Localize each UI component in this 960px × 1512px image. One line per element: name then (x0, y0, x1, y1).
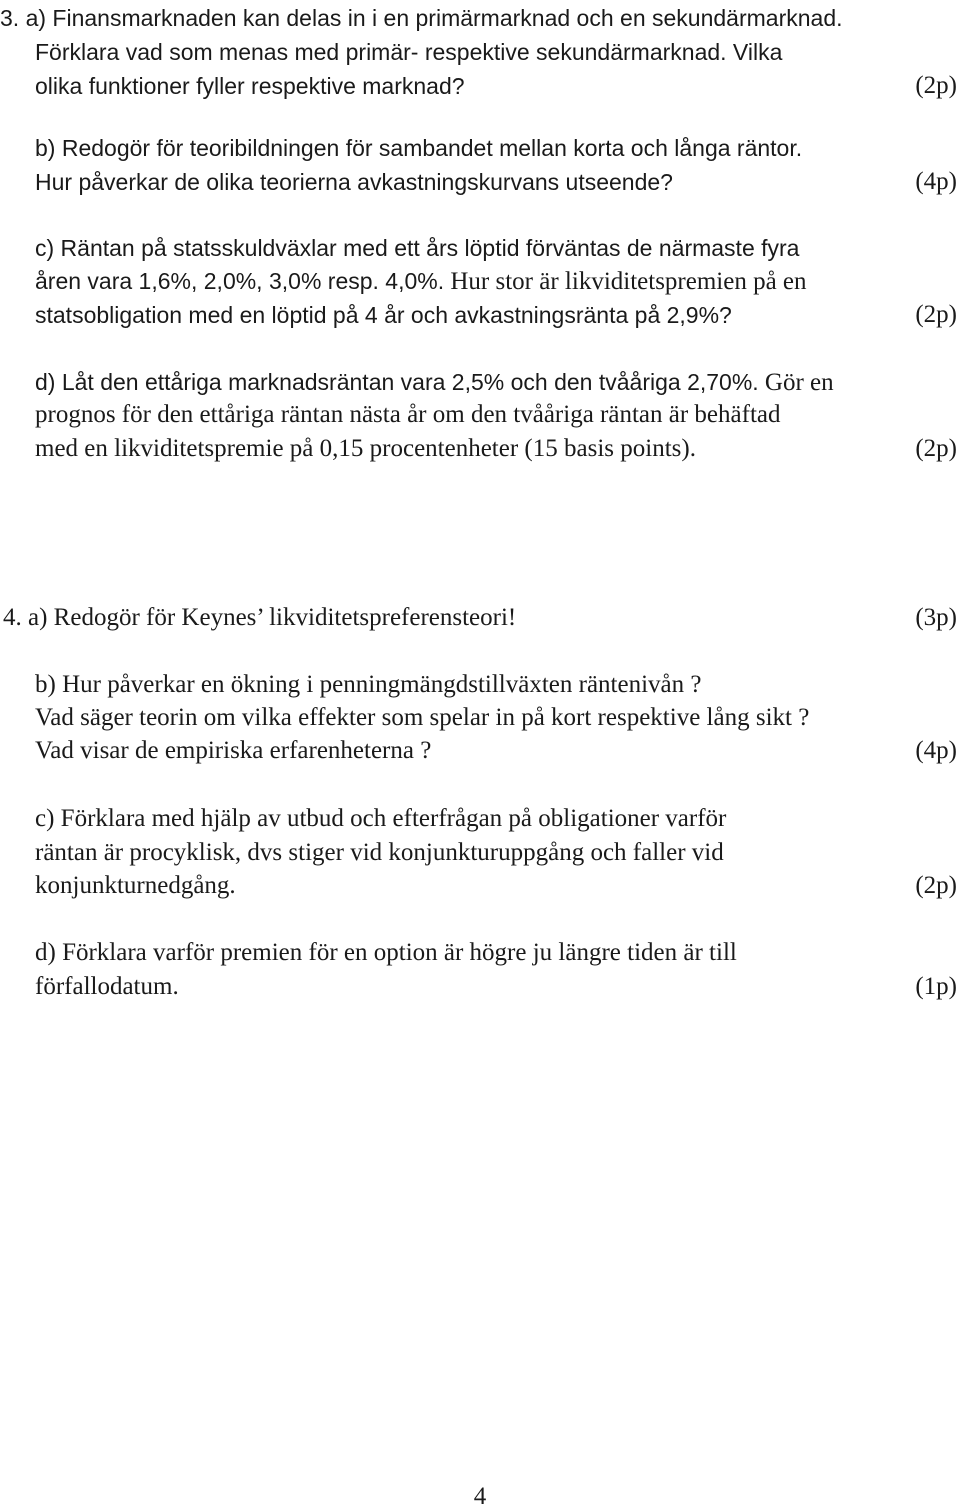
q4d-line-1: d) Förklara varför premien för en option är högre ju längre tiden är till (35, 939, 737, 966)
q3a-points: (2p) (915, 72, 957, 99)
q4c-line-1: c) Förklara med hjälp av utbud och efterfrågan på obligationer varför (35, 805, 727, 832)
q3b-line-1: b) Redogör för teoribildningen för sambandet mellan korta och långa räntor. (35, 135, 803, 161)
page-number: 4 (473, 1483, 487, 1510)
q4d-line-2: förfallodatum. (35, 973, 179, 1000)
q3d-points: (2p) (915, 435, 957, 462)
q4a-line-1: 4. a) Redogör för Keynes’ likviditetspreferensteori! (3, 604, 517, 631)
q4b-line-3: Vad visar de empiriska erfarenheterna ? (35, 737, 432, 764)
q4a-points: (3p) (915, 604, 957, 631)
q3a-line-1: 3. a) Finansmarknaden kan delas in i en primärmarknad och en sekundärmarknad. (0, 5, 843, 31)
q4b-line-2: Vad säger teorin om vilka effekter som spelar in på kort respektive lång sikt ? (35, 704, 810, 731)
q3b-points: (4p) (915, 168, 957, 195)
q3d-line-3: med en likviditetspremie på 0,15 procentenheter (15 basis points). (35, 435, 696, 462)
q3a-line-2: Förklara vad som menas med primär- respektive sekundärmarknad. Vilka (35, 39, 783, 65)
q3c-line-2a: åren vara 1,6%, 2,0%, 3,0% resp. 4,0%. (35, 268, 445, 294)
q4c-line-2: räntan är procyklisk, dvs stiger vid konjunkturuppgång och faller vid (35, 839, 724, 866)
q3d-line-2: prognos för den ettåriga räntan nästa år om den tvååriga räntan är behäftad (35, 401, 781, 428)
q3c-line-3: statsobligation med en löptid på 4 år och avkastningsränta på 2,9%? (35, 302, 732, 328)
q3c-points: (2p) (915, 301, 957, 328)
q3c-line-2 (35, 266, 807, 297)
q3d-line-1b: Gör en (758, 369, 834, 396)
q3c-line-2b: Hur stor är likviditetspremien på en (444, 268, 807, 295)
q3d-line-1 (35, 367, 834, 398)
q3a-line-3: olika funktioner fyller respektive marknad? (35, 73, 465, 99)
q4b-points: (4p) (915, 737, 957, 764)
q3d-line-1a: d) Låt den ettåriga marknadsräntan vara 2,5% och den tvååriga 2,70%. (35, 369, 759, 395)
q4b-line-1: b) Hur påverkar en ökning i penningmängdstillväxten räntenivån ? (35, 671, 702, 698)
q3b-line-2: Hur påverkar de olika teorierna avkastningskurvans utseende? (35, 169, 673, 195)
q4c-points: (2p) (915, 872, 957, 899)
q4c-line-3: konjunkturnedgång. (35, 872, 236, 899)
q3c-line-1: c) Räntan på statsskuldväxlar med ett års löptid förväntas de närmaste fyra (35, 235, 800, 261)
q4d-points: (1p) (915, 973, 957, 1000)
